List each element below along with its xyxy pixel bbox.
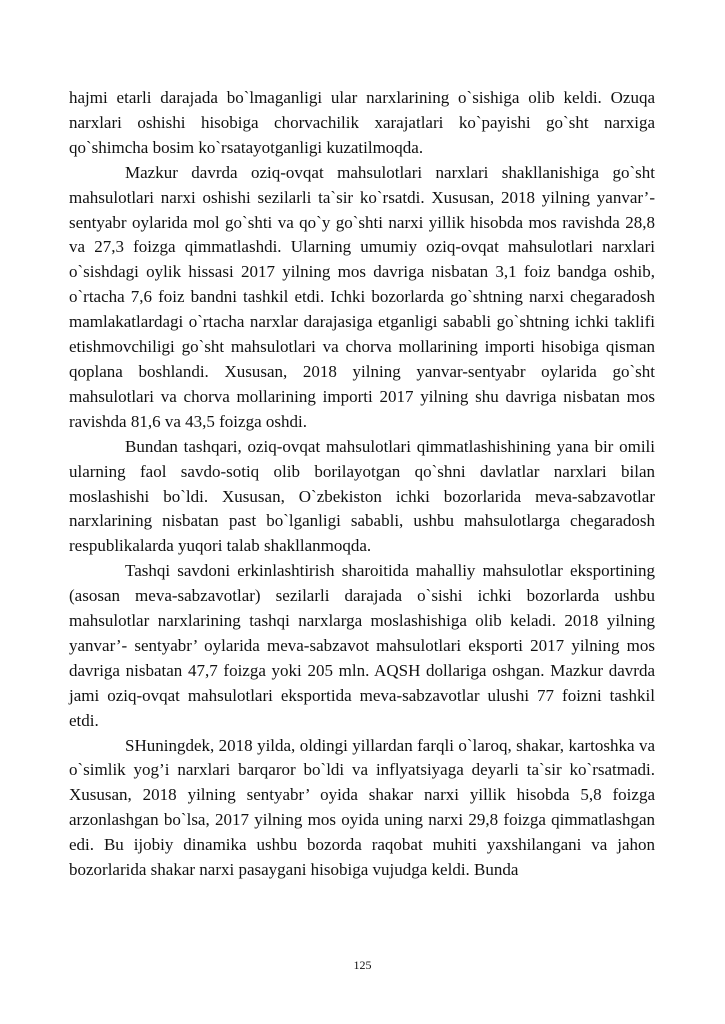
- paragraph-meat-prices: Mazkur davrda oziq-ovqat mahsulotlari narxlari shakllanishiga go`sht mahsulotlari narxi oshishi sezilarli ta`sir ko`rsatdi. Xususan, 2018 yilning yanvar’-sentyabr oylarida mol go`shti va qo`y go`shti narxi yillik hisobda mos ravishda 28,8 va 27,3 foizga qimmatlashdi. Ularning umumiy oziq-ovqat mahsulotlari narxlari o`sishdagi oylik hissasi 2017 yilning mos davriga nisbatan 3,1 foiz bandga oshib, o`rtacha 7,6 foiz bandni tashkil etdi. Ichki bozorlarda go`shtning narxi chegaradosh mamlakatlardagi o`rtacha narxlar darajasiga etganligi sababli go`shtning ichki taklifi etishmovchiligi go`sht mahsulotlari va chorva mollarining importi hisobiga qisman qoplana boshlandi. Xususan, 2018 yilning yanvar-sentyabr oylarida go`sht mahsulotlari va chorva mollarining importi 2017 yilning shu davriga nisbatan mos ravishda 81,6 va 43,5 foizga oshdi.: [69, 162, 655, 431]
- page-body: [69, 86, 655, 883]
- paragraph-continuation: hajmi etarli darajada bo`lmaganligi ular narxlarining o`sishiga olib keldi. Ozuqa narxlari oshishi hisobiga chorvachilik xarajatlari ko`payishi go`sht narxiga qo`shimcha bosim ko`rsatayotganligi kuzatilmoqda.: [69, 88, 655, 157]
- page-number: 125: [353, 958, 372, 972]
- paragraph-export: Tashqi savdoni erkinlashtirish sharoitida mahalliy mahsulotlar eksportining (asosan meva-sabzavotlar) sezilarli darajada o`sishi ichki bozorlarda ushbu mahsulotlar narxlarining tashqi narxlarga moslashishiga olib keladi. 2018 yilning yanvar’- sentyabr’ oylarida meva-sabzavot mahsulotlari eksporti 2017 yilning mos davriga nisbatan 47,7 foizga yoki 205 mln. AQSH dollariga oshgan. Mazkur davrda jami oziq-ovqat mahsulotlari eksportida meva-sabzavotlar ulushi 77 foizni tashkil etdi.: [69, 561, 655, 730]
- paragraph-sugar-prices: SHuningdek, 2018 yilda, oldingi yillardan farqli o`laroq, shakar, kartoshka va o`simlik yog’i narxlari barqaror bo`ldi va inflyatsiyaga deyarli ta`sir ko`rsatmadi. Xususan, 2018 yilning sentyabr’ oyida shakar narxi yillik hisobda 5,8 foizga arzonlashgan bo`lsa, 2017 yilning mos oyida uning narxi 29,8 foizga qimmatlashgan edi. Bu ijobiy dinamika ushbu bozorda raqobat muhiti yaxshilangani va jahon bozorlarida shakar narxi pasaygani hisobiga vujudga keldi. Bunda: [69, 735, 655, 880]
- paragraph-neighbor-prices: Bundan tashqari, oziq-ovqat mahsulotlari qimmatlashishining yana bir omili ularning faol savdo-sotiq olib borilayotgan qo`shni davlatlar narxlari bilan moslashishi bo`ldi. Xususan, O`zbekiston ichki bozorlarida meva-sabzavotlar narxlarining nisbatan past bo`lganligi sababli, ushbu mahsulotlarga chegaradosh respublikalarda yuqori talab shakllanmoqda.: [69, 436, 655, 556]
